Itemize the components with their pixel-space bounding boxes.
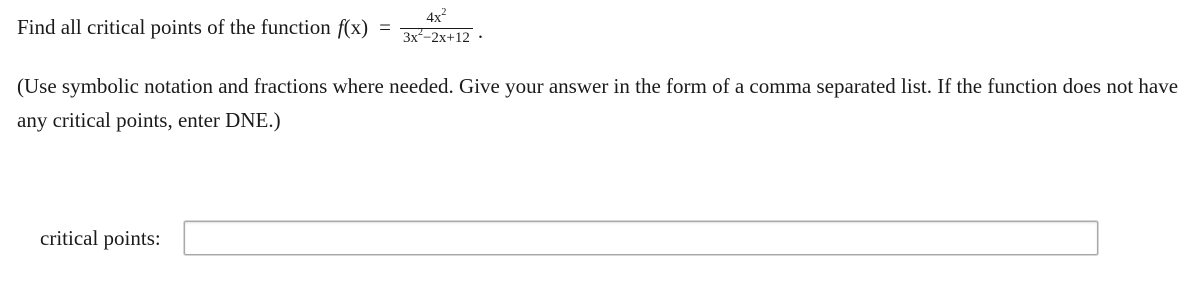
function-fraction [400,7,473,47]
fraction-numerator [422,7,450,28]
numerator-exponent: 2 [441,7,447,18]
question-line [17,8,1187,45]
function-name: f [337,14,344,39]
answer-row [40,220,1098,256]
function-expression [338,8,483,45]
denominator-rest: −2x+12 [422,30,470,46]
denominator-base: 3x [402,30,418,46]
end-punctuation: . [477,18,484,43]
answer-instructions: (Use symbolic notation and fractions where needed. Give your answer in the form of a comma separated list. If the function does not have any critical points, enter DNE.) [17,74,1179,132]
function-argument: (x) [343,14,369,39]
equals-sign: = [379,14,391,39]
question-block [17,8,1187,137]
denominator-exponent: 2 [417,27,423,38]
answer-label: critical points: [40,226,161,250]
fraction-denominator [400,28,473,47]
question-prompt: Find all critical points of the function [17,14,331,39]
critical-points-input[interactable] [184,221,1098,255]
numerator-base: 4x [426,10,442,26]
